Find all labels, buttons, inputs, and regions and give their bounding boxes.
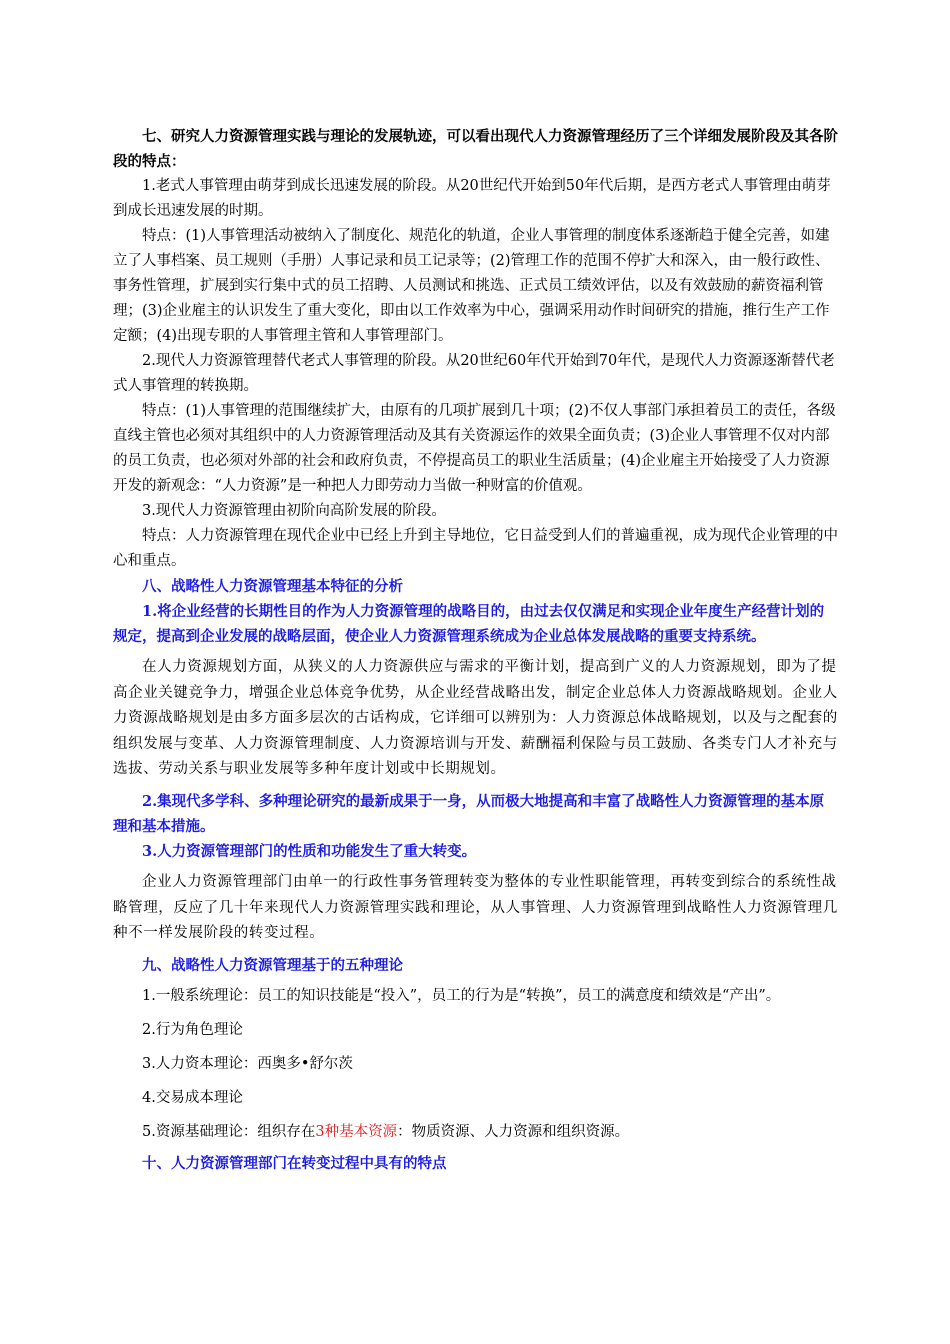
section-7-stage-1: 1.老式人事管理由萌芽到成长迅速发展的阶段。从20世纪代开始到50年代后期，是西方老式人事管理由萌芽到成长迅速发展的时期。	[113, 178, 831, 219]
section-9-theory-2: 2.行为角色理论	[142, 1021, 243, 1038]
section-7-stage-1-features: 特点：(1)人事管理活动被纳入了制度化、规范化的轨道，企业人事管理的制度体系逐渐趋于健全完善，如建立了人事档案、员工规则（手册）人事记录和员工记录等；(2)管理工作的范围不停扩大和深入，由一般行政性、事务性管理，扩展到实行集中式的员工招聘、人员测试和挑选、正式员工绩效评估，以及有效鼓励的薪资福利管理；(3)企业雇主的认识发生了重大变化，即由以工作效率为中心，强调采用动作时间研究的措施，推行生产工作定额；(4)出现专职的人事管理主管和人事管理部门。	[113, 228, 830, 344]
section-7-stage-3: 3.现代人力资源管理由初阶向高阶发展的阶段。	[142, 503, 446, 519]
section-7-stage-2-features: 特点：(1)人事管理的范围继续扩大，由原有的几项扩展到几十项；(2)不仅人事部门承担着员工的责任，各级直线主管也必须对其组织中的人力资源管理活动及其有关资源运作的效果全面负责；(3)企业人事管理不仅对内部的员工负责，也必须对外部的社会和政府负责，不停提高员工的职业生活质量；(4)企业雇主开始接受了人力资源开发的新观念：“人力资源”是一种把人力即劳动力当做一种财富的价值观。	[113, 403, 836, 494]
section-7-stage-3-features: 特点：人力资源管理在现代企业中已经上升到主导地位，它日益受到人们的普遍重视，成为现代企业管理的中心和重点。	[113, 528, 838, 569]
theory-5-highlight: 3种基本资源	[315, 1123, 398, 1140]
section-8-heading: 八、战略性人力资源管理基本特征的分析	[142, 578, 403, 595]
section-7-heading: 七、研究人力资源管理实践与理论的发展轨迹，可以看出现代人力资源管理经历了三个详细发展阶段及其各阶段的特点：	[113, 128, 838, 170]
document-page	[113, 124, 838, 1176]
theory-5-prefix: 5.资源基础理论：组织存在	[142, 1123, 316, 1140]
section-7-stage-2: 2.现代人力资源管理替代老式人事管理的阶段。从20世纪60年代开始到70年代，是现代人力资源逐渐替代老式人事管理的转换期。	[113, 353, 835, 394]
section-8-point-1-text: 在人力资源规划方面，从狭义的人力资源供应与需求的平衡计划，提高到广义的人力资源规划，即为了提高企业关键竞争力，增强企业总体竞争优势，从企业经营战略出发，制定企业总体人力资源战略规划。企业人力资源战略规划是由多方面多层次的古话构成，它详细可以辨别为：人力资源总体战略规划，以及与之配套的组织发展与变革、人力资源管理制度、人力资源培训与开发、薪酬福利保险与员工鼓励、各类专门人才补充与选拔、劳动关系与职业发展等多种年度计划或中长期规划。	[113, 659, 838, 778]
section-8-point-3-text: 企业人力资源管理部门由单一的行政性事务管理转变为整体的专业性职能管理，再转变到综合的系统性战略管理，反应了几十年来现代人力资源管理实践和理论，从人事管理、人力资源管理到战略性人力资源管理几种不一样发展阶段的转变过程。	[113, 873, 838, 942]
section-9-theory-5	[113, 1120, 838, 1145]
section-9-heading: 九、战略性人力资源管理基于的五种理论	[142, 956, 403, 974]
section-8-point-3: 3.人力资源管理部门的性质和功能发生了重大转变。	[142, 842, 477, 860]
section-10-heading: 十、人力资源管理部门在转变过程中具有的特点	[142, 1154, 447, 1172]
section-9-theory-1: 1.一般系统理论：员工的知识技能是“投入”，员工的行为是“转换”，员工的满意度和绩效是“产出”。	[142, 987, 781, 1004]
section-8-point-1: 1.将企业经营的长期性目的作为人力资源管理的战略目的，由过去仅仅满足和实现企业年度生产经营计划的规定，提高到企业发展的战略层面，使企业人力资源管理系统成为企业总体发展战略的重要支持系统。	[113, 603, 825, 645]
section-9-theory-3: 3.人力资本理论：西奥多•舒尔茨	[142, 1055, 353, 1072]
section-9-theory-4: 4.交易成本理论	[142, 1089, 243, 1106]
theory-5-suffix: ：物质资源、人力资源和组织资源。	[397, 1123, 630, 1140]
section-8-point-2: 2.集现代多学科、多种理论研究的最新成果于一身，从而极大地提高和丰富了战略性人力资源管理的基本原理和基本措施。	[113, 792, 825, 835]
